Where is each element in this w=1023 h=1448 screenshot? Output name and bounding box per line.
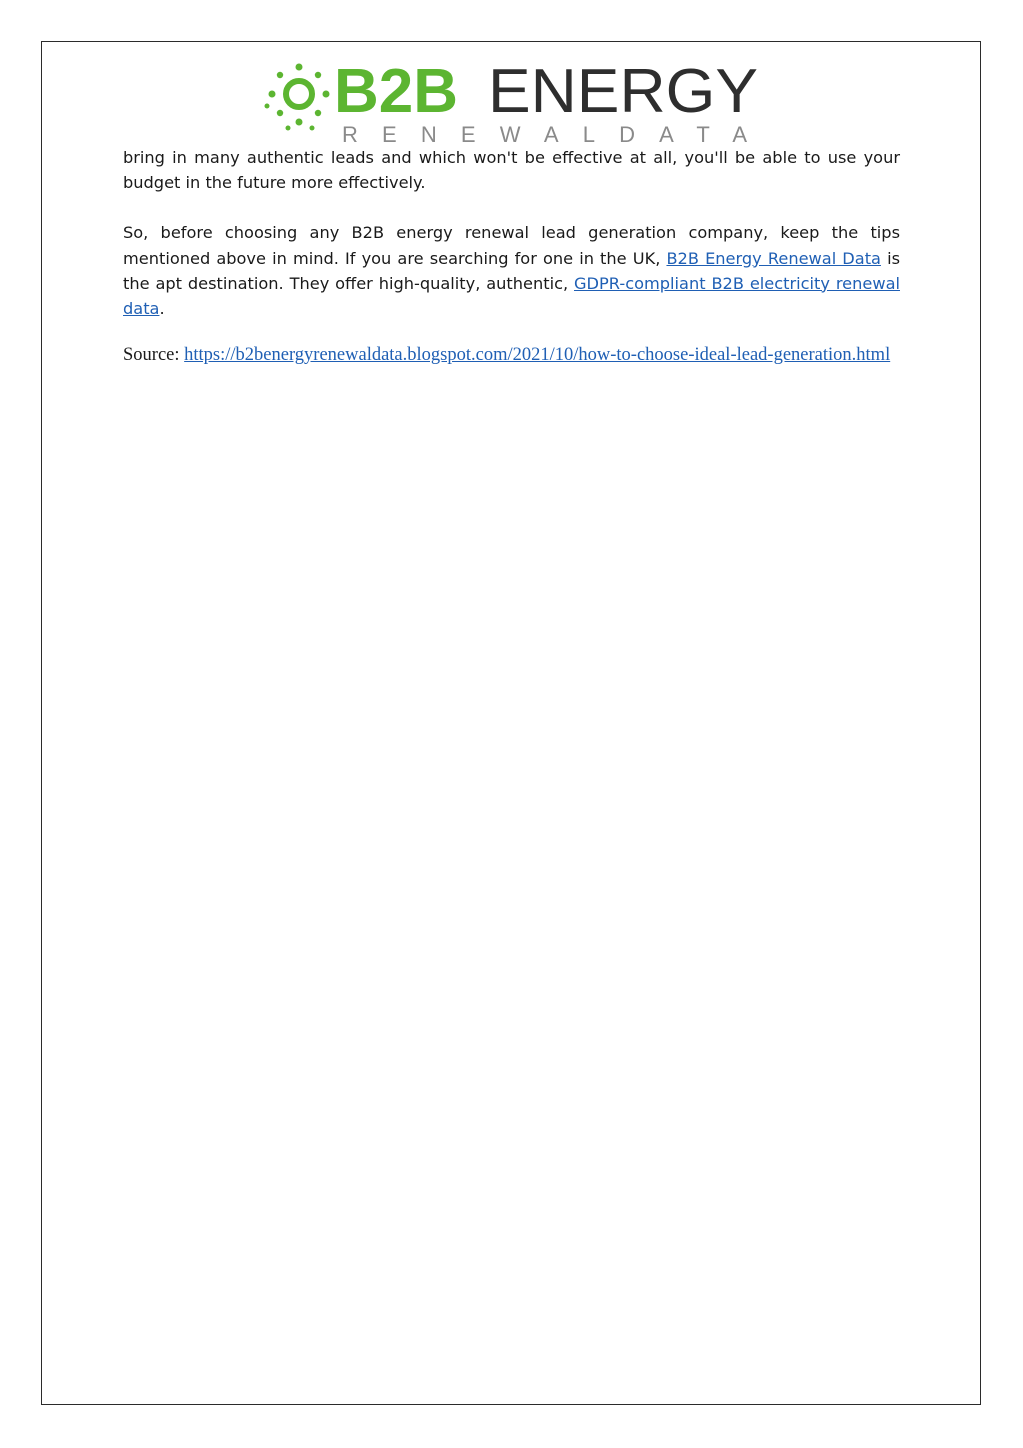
logo-b2b-text: B2B: [334, 57, 459, 126]
logo-graphic: [262, 56, 762, 146]
paragraph-continuation: [123, 145, 900, 195]
source-label: Source:: [123, 345, 185, 365]
paragraph-2-text-middle: is the apt destination. They offer high-quality, authentic,: [123, 248, 901, 293]
sun-icon: [265, 64, 330, 131]
logo-tagline-text: RENEWALDATA: [342, 122, 747, 146]
paragraph-2-text-start: So, before choosing any B2B energy renewal lead generation company, keep the tips mentioned above in mind. If you are searching for one in the UK,: [123, 223, 900, 268]
paragraph-conclusion: [123, 220, 900, 321]
paragraph-1-text: bring in many authentic leads and which won't be effective at all, you'll be able to use your budget in the future more effectively.: [123, 148, 900, 193]
gdpr-compliant-data-link[interactable]: GDPR-compliant B2B electricity renewal data: [123, 273, 900, 319]
brand-logo: [262, 56, 762, 146]
source-url-link[interactable]: https://b2benergyrenewaldata.blogspot.com/2021/10/how-to-choose-ideal-lead-generation.html: [184, 345, 891, 365]
document-body: [123, 145, 900, 346]
source-citation: [123, 343, 900, 368]
paragraph-2-text-end: .: [159, 299, 165, 319]
b2b-energy-renewal-data-link[interactable]: B2B Energy Renewal Data: [666, 248, 881, 268]
logo-energy-text: ENERGY: [488, 57, 758, 126]
